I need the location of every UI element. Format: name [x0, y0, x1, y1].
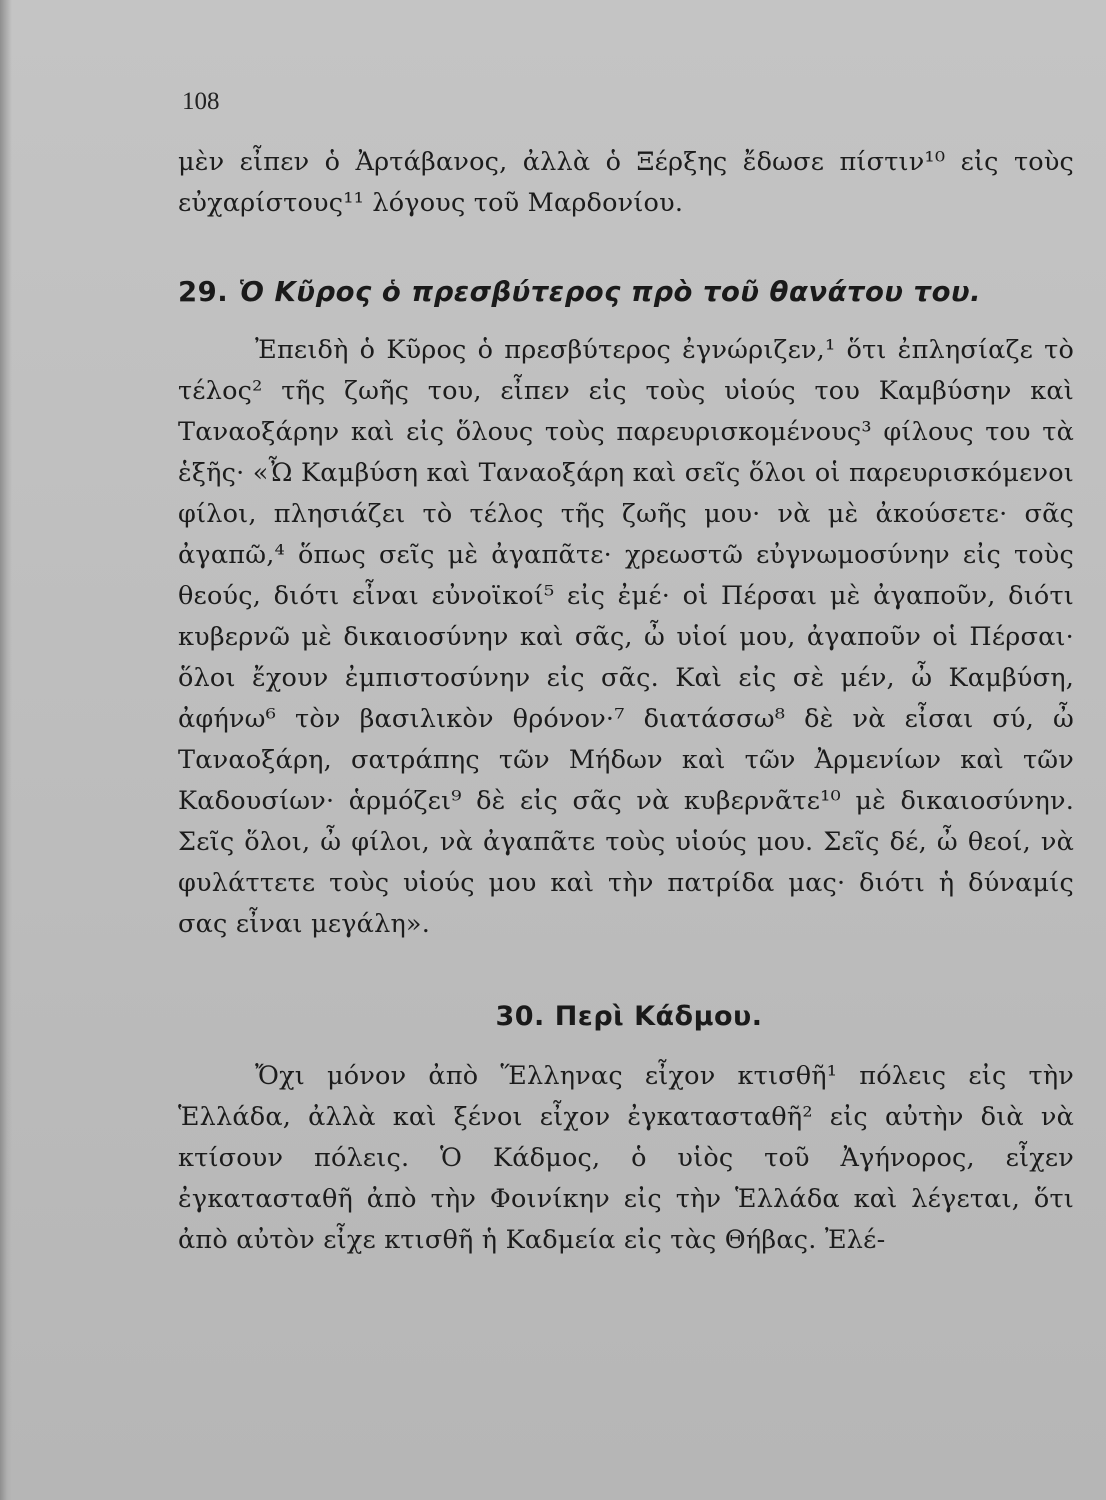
page-content [178, 88, 1074, 1261]
intro-paragraph: μὲν εἶπεν ὁ Ἀρτάβανος, ἀλλὰ ὁ Ξέρξης ἔδωσε πίστιν¹⁰ εἰς τοὺς εὐχαρίστους¹¹ λόγους τοῦ Μαρδονίου. [178, 147, 1074, 218]
section-29-heading [178, 276, 1074, 308]
section-30-paragraph: Ὄχι μόνον ἀπὸ Ἕλληνας εἶχον κτισθῆ¹ πόλεις εἰς τὴν Ἑλλάδα, ἀλλὰ καὶ ξένοι εἶχον ἐγκατασταθῆ² εἰς αὐτὴν διὰ νὰ κτίσουν πόλεις. Ὁ Κάδμος, ὁ υἱὸς τοῦ Ἀγήνορος, εἶχεν ἐγκατασταθῆ ἀπὸ τὴν Φοινίκην εἰς τὴν Ἑλλάδα καὶ λέγεται, ὅτι ἀπὸ αὐτὸν εἶχε κτισθῆ ἡ Καδμεία εἰς τὰς Θήβας. Ἐλέ- [178, 1061, 1074, 1255]
page-number: 108 [182, 88, 220, 115]
section-29-title: Ὁ Κῦρος ὁ πρεσβύτερος πρὸ τοῦ θανάτου του. [238, 276, 982, 308]
section-29-paragraph: Ἐπειδὴ ὁ Κῦρος ὁ πρεσβύτερος ἐγνώριζεν,¹ ὅτι ἐπλησίαζε τὸ τέλος² τῆς ζωῆς του, εἶπεν εἰς τοὺς υἱούς του Καμβύσην καὶ Ταναοξάρην καὶ εἰς ὅλους τοὺς παρευρισκομένους³ φίλους του τὰ ἑξῆς· «Ὦ Καμβύση καὶ Ταναοξάρη καὶ σεῖς ὅλοι οἱ παρευρισκόμενοι φίλοι, πλησιάζει τὸ τέλος τῆς ζωῆς μου· νὰ μὲ ἀκούσετε· σᾶς ἀγαπῶ,⁴ ὅπως σεῖς μὲ ἀγαπᾶτε· χρεωστῶ εὐγνωμοσύνην εἰς τοὺς θεούς, διότι εἶναι εὐνοϊκοί⁵ εἰς ἐμέ· οἱ Πέρσαι μὲ ἀγαποῦν, διότι κυβερνῶ μὲ δικαιοσύνην καὶ σᾶς, ὦ υἱοί μου, ἀγαποῦν οἱ Πέρσαι· ὅλοι ἔχουν ἐμπιστοσύνην εἰς σᾶς. Καὶ εἰς σὲ μέν, ὦ Καμβύση, ἀφήνω⁶ τὸν βασιλικὸν θρόνον·⁷ διατάσσω⁸ δὲ νὰ εἶσαι σύ, ὦ Ταναοξάρη, σατράπης τῶν Μήδων καὶ τῶν Ἀρμενίων καὶ τῶν Καδουσίων· ἁρμόζει⁹ δὲ εἰς σᾶς νὰ κυβερνᾶτε¹⁰ μὲ δικαιοσύνην. Σεῖς ὅλοι, ὦ φίλοι, νὰ ἀγαπᾶτε τοὺς υἱούς μου. Σεῖς δέ, ὦ θεοί, νὰ φυλάττετε τοὺς υἱούς μου καὶ τὴν πατρίδα μας· διότι ἡ δύναμίς σας εἶναι μεγάλη». [178, 335, 1074, 939]
section-29-number: 29. [178, 276, 229, 308]
section-30-heading: 30. Περὶ Κάδμου. [495, 1001, 763, 1032]
page-edge-shadow [0, 0, 12, 1500]
